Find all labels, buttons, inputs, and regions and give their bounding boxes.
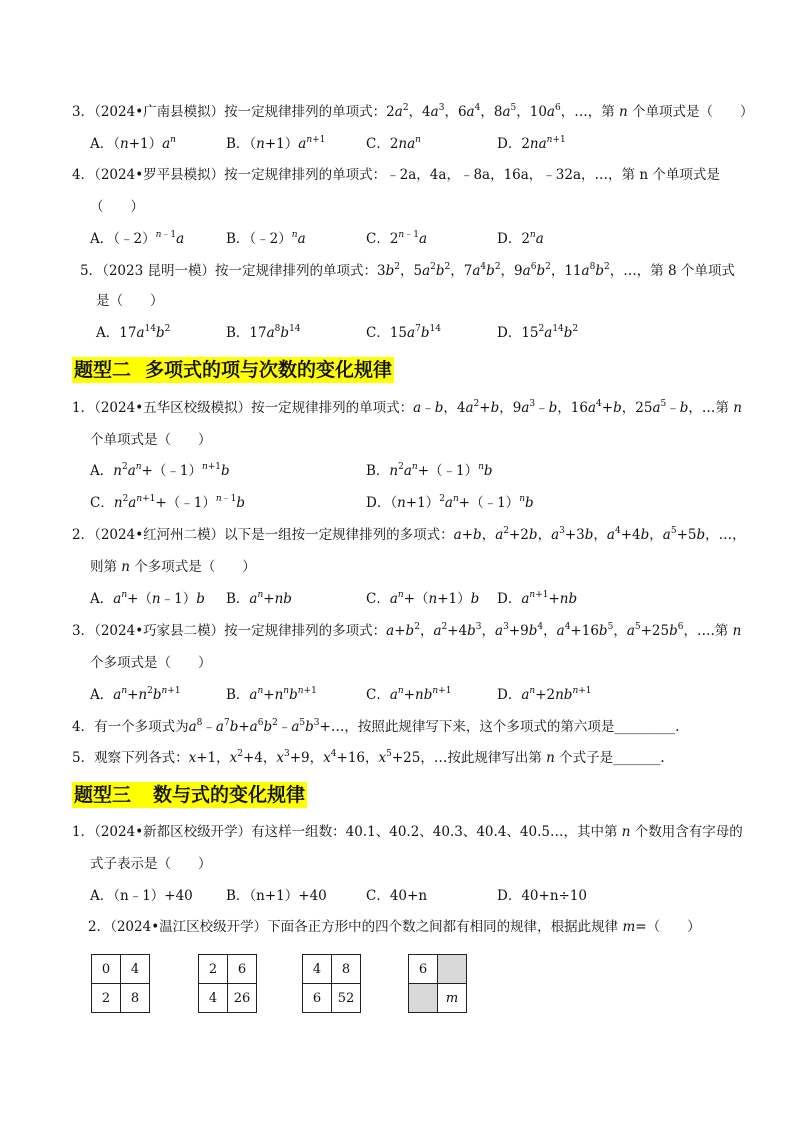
s3-question-1-stem: 1．（2024•新都区校级开学）有这样一组数：40.1、40.2、40.3、40.4、40.5…，其中第 n 个数用含有字母的	[72, 824, 743, 840]
option-a: A．（n﹣1）+40	[90, 888, 193, 904]
option-a: A．（﹣2）$^{n﹣1}$a	[90, 230, 185, 247]
square-cell: 6	[228, 955, 257, 984]
option-c: C．$n^2a^{n+1}+(﹣1)^{n﹣1}b$	[90, 494, 246, 511]
question-5-line2: 是（ ）	[96, 293, 164, 309]
square-cell: 4	[199, 984, 228, 1013]
s2-question-4: 4．有一个多项式为$a^8﹣a^7b+a^6b^2﹣a^5b^3+\dots$，按照此规律写下来，这个多项式的第六项是_________.	[72, 718, 680, 735]
option-b: B．（﹣2）$^n$a	[226, 230, 306, 247]
s2-question-2-line2: 则第 n 个多项式是（ ）	[90, 559, 256, 575]
number-square-3	[302, 954, 361, 1013]
option-b: B．$17a^8b^{14}$	[226, 324, 301, 341]
s2-question-3-line2: 个多项式是（ ）	[90, 655, 212, 671]
option-a: A．$17a^{14}b^2$	[96, 324, 171, 341]
option-c: C．$15a^7b^{14}$	[366, 324, 441, 341]
square-cell: 2	[199, 955, 228, 984]
option-d: D．$2na^{n+1}$	[497, 135, 566, 152]
option-b: B．（n+1）+40	[226, 888, 327, 904]
number-square-1	[91, 954, 150, 1013]
s2-question-5: 5．观察下列各式：x+1，$x^2+4$，$x^3+9$，$x^4+16$，$x^5+25$，…按此规律写出第 n 个式子是_______.	[72, 749, 665, 766]
square-cell: 2	[92, 984, 121, 1013]
option-a: A．$(n+1)a^n$	[90, 135, 176, 152]
option-a: A．$n^2a^n+(﹣1)^{n+1}b$	[90, 462, 230, 479]
square-cell: 8	[332, 955, 361, 984]
option-d: D．$15^2a^{14}b^2$	[497, 324, 579, 341]
option-d: D．$(n+1)^2a^n+(﹣1)^nb$	[366, 494, 534, 511]
number-square-4	[408, 954, 467, 1013]
square-cell: 26	[228, 984, 257, 1013]
question-5-stem: 5．（2023 昆明一模）按一定规律排列的单项式：$3b^2$，$5a^2b^2$，$7a^4b^2$，$9a^6b^2$，$11a^8b^2$，…，第 8 个单项式	[80, 262, 735, 279]
option-d: D．$a^{n+1}+nb$	[497, 590, 578, 607]
square-cell: 4	[303, 955, 332, 984]
option-b: B．$(n+1)a^{n+1}$	[226, 135, 326, 152]
question-3-stem: 3．（2024•广南县模拟）按一定规律排列的单项式：$2a^2$，$4a^3$，$6a^4$，$8a^5$，$10a^6$，…，第 n 个单项式是（ ）	[72, 103, 754, 120]
square-cell: 6	[409, 955, 438, 984]
answer-blank[interactable]: _________	[614, 719, 676, 735]
s2-question-2-stem: 2．（2024•红河州二模）以下是一组按一定规律排列的多项式：a+b，$a^2+2b$，$a^3+3b$，$a^4+4b$，$a^5+5b$，…，	[72, 526, 746, 543]
s2-question-3-stem: 3．（2024•巧家县二模）按一定规律排列的多项式：$a+b^2$，$a^2+4b^3$，$a^3+9b^4$，$a^4+16b^5$，$a^5+25b^6$，….第 n	[72, 622, 742, 639]
square-cell: 4	[121, 955, 150, 984]
option-b: B．$n^2a^n+(﹣1)^nb$	[366, 462, 493, 479]
option-d: D．40+n÷10	[497, 888, 587, 904]
option-a: A．$a^n+(n﹣1)b$	[90, 590, 205, 607]
square-cell-unknown: m	[438, 984, 467, 1013]
option-a: A．$a^n+n^2b^{n+1}$	[90, 686, 181, 703]
square-cell-blank	[409, 984, 438, 1013]
question-4-paren: （ ）	[90, 199, 144, 215]
option-c: C．$a^n+(n+1)b$	[366, 590, 480, 607]
option-c: C．$a^n+nb^{n+1}$	[366, 686, 452, 703]
s3-question-2-stem: 2．（2024•温江区校级开学）下面各正方形中的四个数之间都有相同的规律，根据此规律 m=（ ）	[88, 919, 701, 935]
square-cell: 0	[92, 955, 121, 984]
option-d: D．2$^n$a	[497, 230, 544, 247]
option-c: C．$2^{n﹣1}a$	[366, 230, 428, 247]
number-square-2	[198, 954, 257, 1013]
section-heading-3: 题型三 数与式的变化规律	[74, 784, 306, 806]
s2-question-1-line2: 个单项式是（ ）	[90, 432, 212, 448]
option-b: B．$a^n+nb$	[226, 590, 292, 607]
s3-question-1-line2: 式子表示是（ ）	[90, 856, 212, 872]
square-cell: 52	[332, 984, 361, 1013]
square-cell: 6	[303, 984, 332, 1013]
question-4-stem: 4．（2024•罗平县模拟）按一定规律排列的单项式：﹣2a，4a，﹣8a，16a，﹣32a，…，第 n 个单项式是	[72, 167, 720, 183]
option-b: B．$a^n+n^nb^{n+1}$	[226, 686, 317, 703]
option-d: D．$a^n+2nb^{n+1}$	[497, 686, 592, 703]
square-cell-blank	[438, 955, 467, 984]
section-heading-2: 题型二 多项式的项与次数的变化规律	[74, 359, 393, 381]
option-c: C．$2na^n$	[366, 135, 421, 152]
option-c: C．40+n	[366, 888, 428, 904]
answer-blank[interactable]: _______	[613, 750, 661, 766]
square-cell: 8	[121, 984, 150, 1013]
s2-question-1-stem: 1．（2024•五华区校级模拟）按一定规律排列的单项式：a﹣b，$4a^2+b$，$9a^3﹣b$，$16a^4+b$，$25a^5﹣b$，…第 n	[72, 399, 742, 416]
